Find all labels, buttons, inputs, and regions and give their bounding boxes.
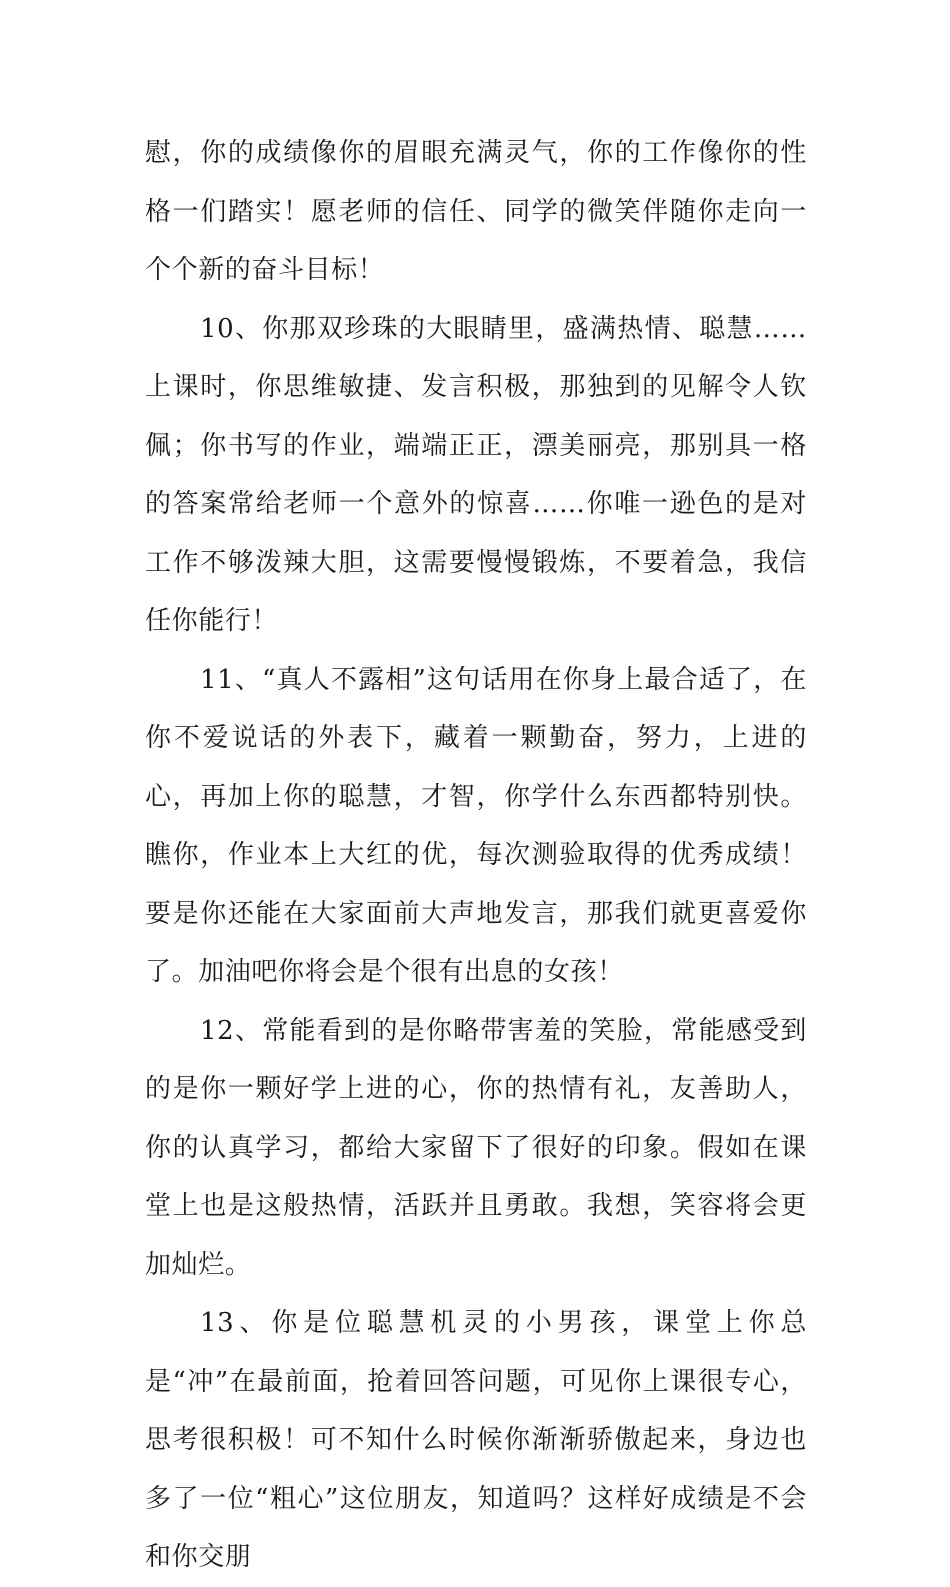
document-body (145, 124, 807, 1587)
paragraph-comment-11: 11、“真人不露相”这句话用在你身上最合适了，在你不爱说话的外表下，藏着一颗勤奋，努力，上进的心，再加上你的聪慧，才智，你学什么东西都特别快。瞧你，作业本上大红的优，每次测验取得的优秀成绩！要是你还能在大家面前大声地发言，那我们就更喜爱你了。加油吧你将会是个很有出息的女孩！ (145, 664, 807, 987)
paragraph-comment-10: 10、你那双珍珠的大眼睛里，盛满热情、聪慧……上课时，你思维敏捷、发言积极，那独到的见解令人钦佩；你书写的作业，端端正正，漂美丽亮，那别具一格的答案常给老师一个意外的惊喜……你唯一逊色的是对工作不够泼辣大胆，这需要慢慢锻炼，不要着急，我信任你能行！ (145, 313, 807, 636)
paragraph-continuation: 慰，你的成绩像你的眉眼充满灵气，你的工作像你的性格一们踏实！愿老师的信任、同学的微笑伴随你走向一个个新的奋斗目标！ (145, 138, 807, 285)
paragraph-comment-12: 12、常能看到的是你略带害羞的笑脸，常能感受到的是你一颗好学上进的心，你的热情有礼，友善助人，你的认真学习，都给大家留下了很好的印象。假如在课堂上也是这般热情，活跃并且勇敢。我想，笑容将会更加灿烂。 (145, 1015, 807, 1280)
paragraph-comment-13: 13、你是位聪慧机灵的小男孩，课堂上你总是“冲”在最前面，抢着回答问题，可见你上课很专心，思考很积极！可不知什么时候你渐渐骄傲起来，身边也多了一位“粗心”这位朋友，知道吗？这样好成绩是不会和你交朋 (145, 1308, 807, 1572)
